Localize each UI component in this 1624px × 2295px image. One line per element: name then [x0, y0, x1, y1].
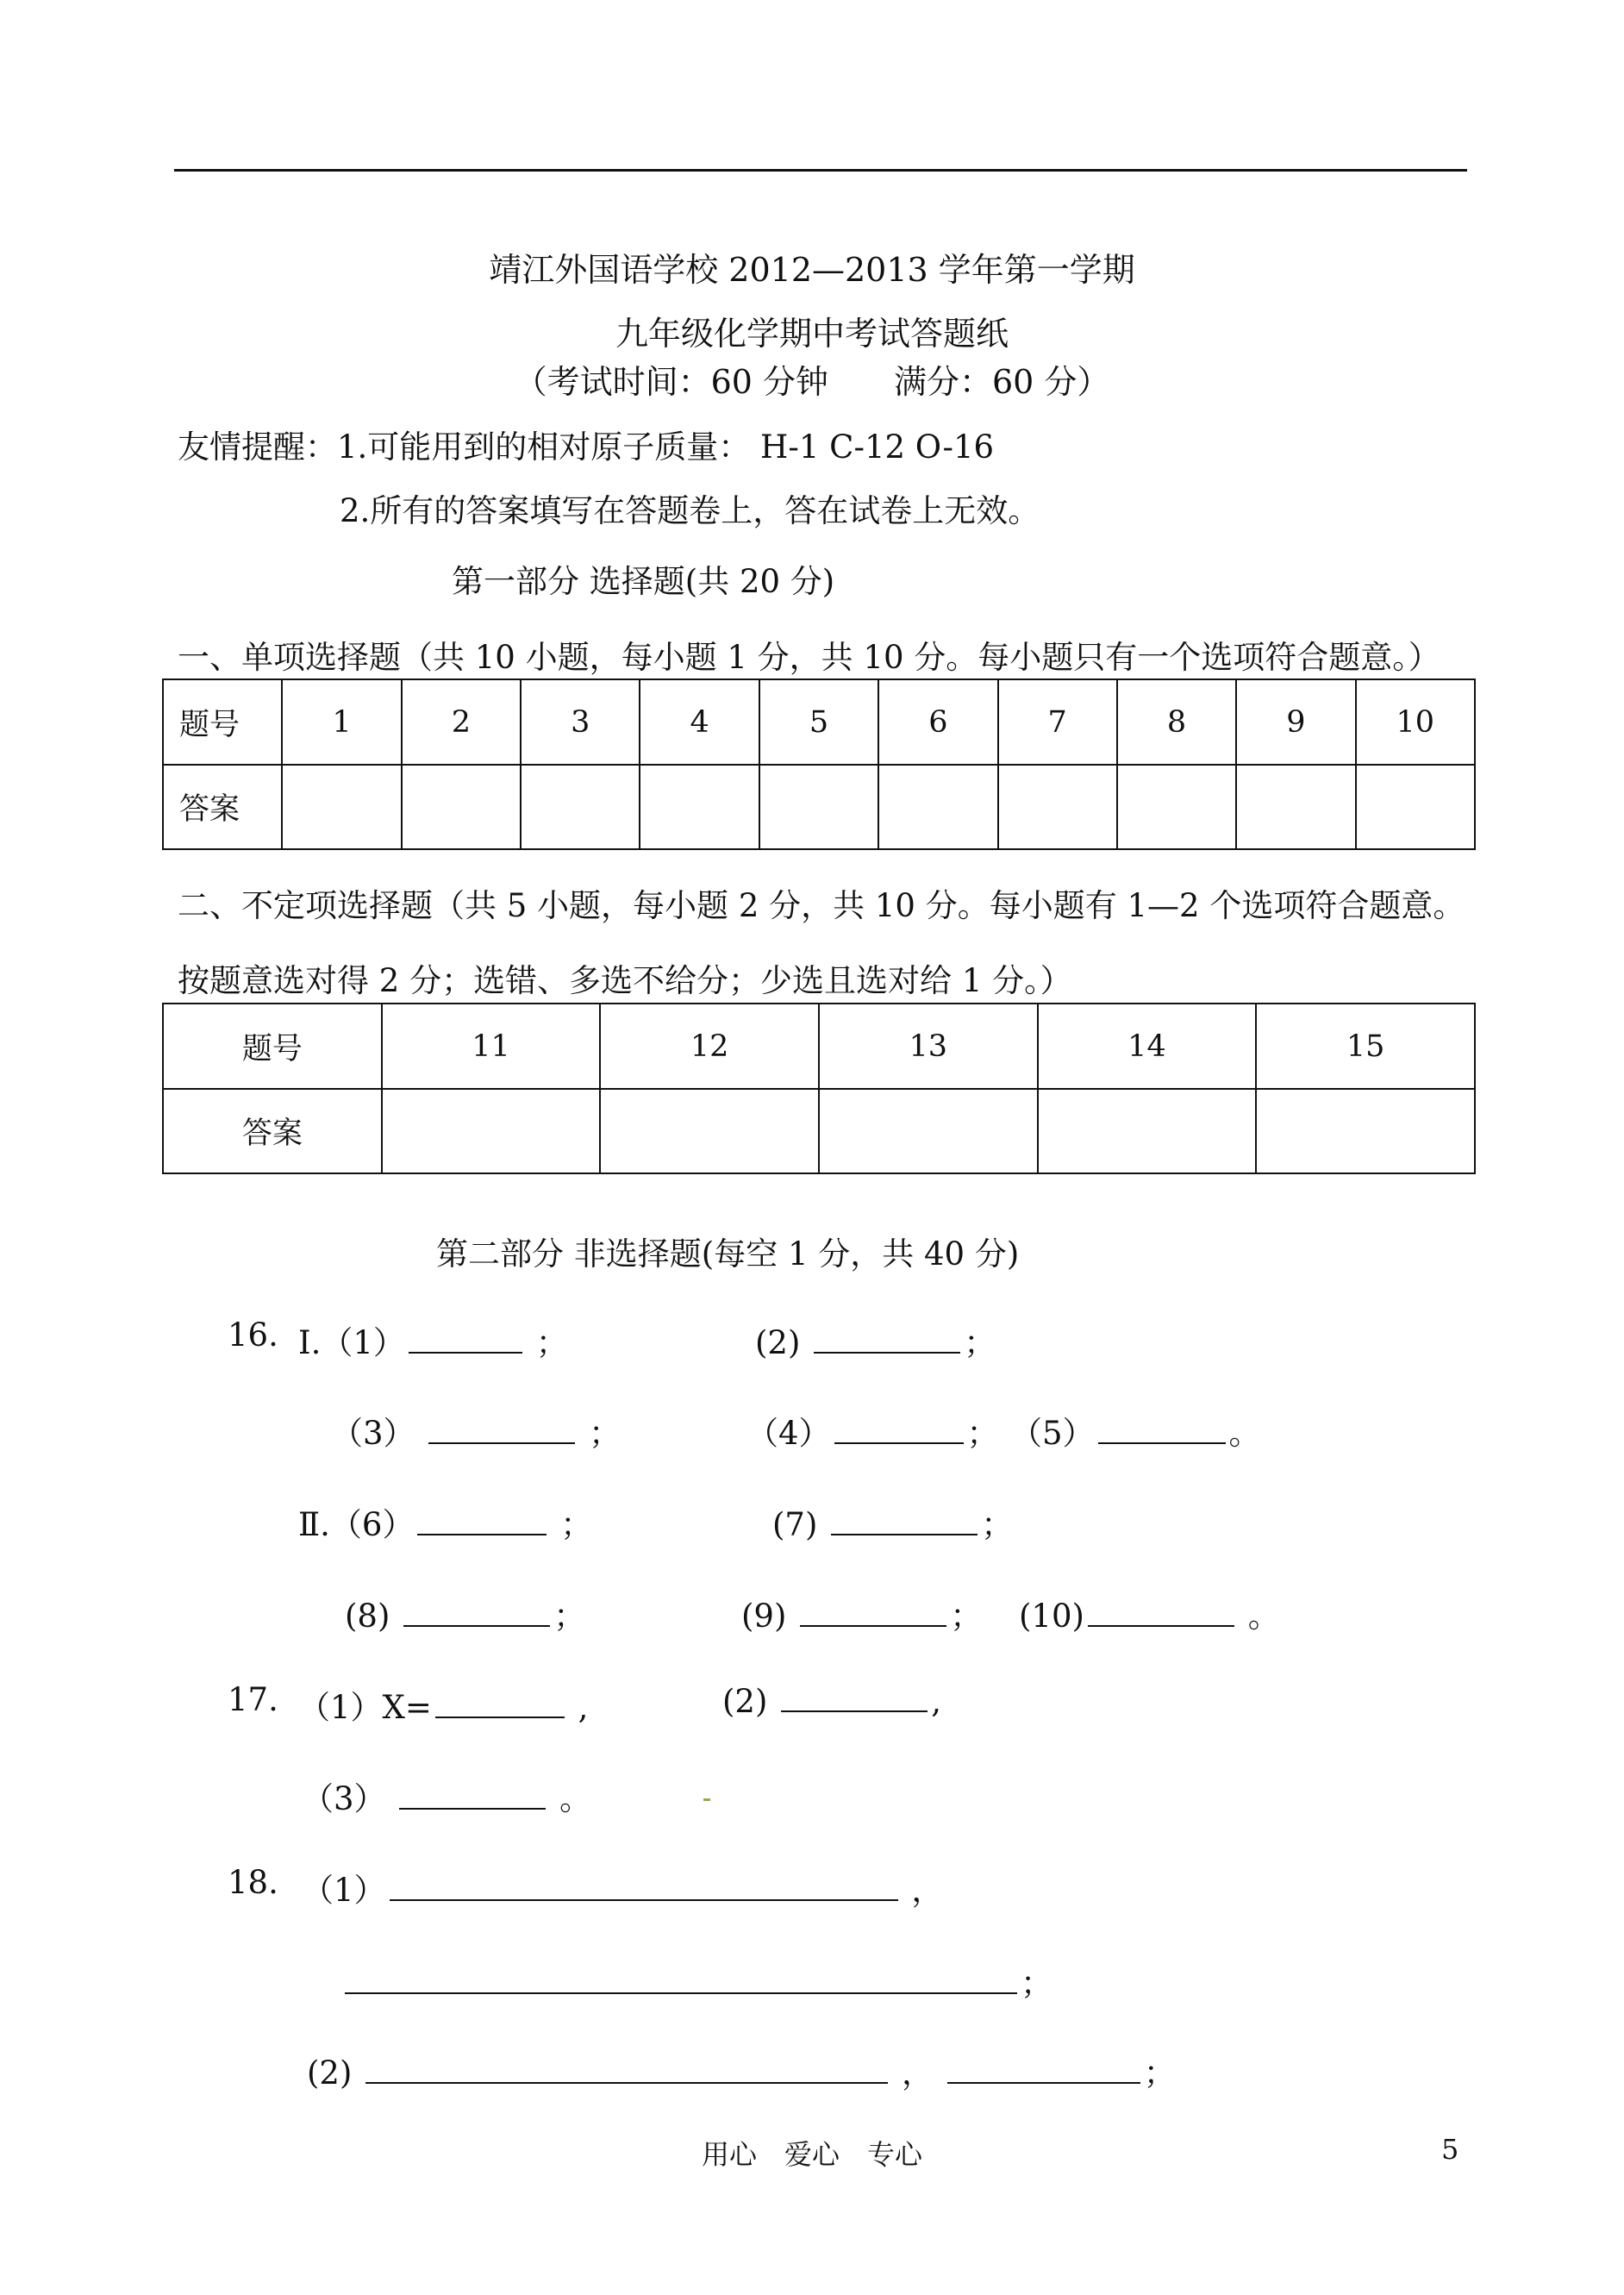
punct: 。 — [1228, 1415, 1261, 1452]
row-label-number: 题号 — [163, 1004, 382, 1089]
q18-blank-1-continued — [341, 1957, 1052, 2004]
table-row — [163, 679, 1475, 765]
blank-label: (2) — [722, 1683, 768, 1720]
part-label: Ⅰ. — [298, 1324, 322, 1361]
row-label-number: 题号 — [163, 679, 282, 765]
q16-part-II — [298, 1498, 592, 1545]
blank-label: （1） — [302, 1872, 386, 1909]
answer-cell[interactable] — [640, 765, 759, 849]
blank-label: (8) — [345, 1598, 390, 1635]
table-row — [163, 1004, 1475, 1089]
row-label-answer: 答案 — [163, 765, 282, 849]
q16-blank-3 — [331, 1407, 621, 1454]
punct: ； — [1143, 2054, 1176, 2092]
punct: ； — [964, 1324, 996, 1361]
answer-blank[interactable] — [435, 1687, 565, 1718]
answer-cell[interactable] — [819, 1089, 1038, 1173]
part1-title: 第一部分 选择题(共 20 分) — [452, 563, 835, 600]
blank-label: (9) — [741, 1598, 787, 1635]
header-rule — [174, 169, 1467, 172]
punct: ； — [1021, 1965, 1052, 2002]
blank-label: （1） — [321, 1324, 405, 1361]
punct: ， — [901, 2054, 934, 2092]
q16-blank-9 — [741, 1590, 982, 1636]
question-number: 3 — [521, 679, 640, 765]
table-row — [163, 1089, 1475, 1173]
punct: ； — [560, 1506, 593, 1543]
q16-blank-4 — [746, 1407, 999, 1454]
q16-blank-2 — [755, 1316, 996, 1363]
q16-blank-5 — [1010, 1407, 1261, 1454]
blank-label: （6） — [329, 1506, 415, 1543]
blank-label: （4） — [746, 1415, 831, 1452]
exam-info: （考试时间：60 分钟 满分：60 分） — [514, 363, 1110, 401]
blank-label: (2) — [307, 2054, 353, 2092]
punct: 。 — [1247, 1598, 1280, 1635]
answer-cell[interactable] — [1356, 765, 1475, 849]
answer-blank[interactable] — [1098, 1413, 1226, 1444]
question-number: 4 — [640, 679, 759, 765]
question-number: 8 — [1117, 679, 1236, 765]
section1-heading: 一、单项选择题（共 10 小题，每小题 1 分，共 10 分。每小题只有一个选项符合题意。） — [178, 639, 1440, 676]
question-number: 12 — [600, 1004, 819, 1089]
answer-cell[interactable] — [1256, 1089, 1475, 1173]
section2-heading-line-2: 按题意选对得 2 分；选错、多选不给分；少选且选对给 1 分。） — [178, 962, 1072, 999]
section2-heading-line-1: 二、不定项选择题（共 5 小题，每小题 2 分，共 10 分。每小题有 1—2 个选项符合题意。 — [178, 887, 1465, 924]
answer-blank[interactable] — [800, 1596, 946, 1627]
question-number: 7 — [998, 679, 1117, 765]
q17-blank-3 — [302, 1773, 591, 1819]
blank-label: （3） — [302, 1780, 386, 1817]
answer-blank[interactable] — [417, 1504, 547, 1535]
question-number: 9 — [1236, 679, 1355, 765]
answer-blank[interactable] — [947, 2053, 1140, 2084]
answer-cell[interactable] — [402, 765, 521, 849]
punct: 。 — [559, 1780, 592, 1817]
answer-blank[interactable] — [409, 1323, 522, 1354]
question-number: 2 — [402, 679, 521, 765]
answer-blank[interactable] — [1088, 1596, 1234, 1627]
q16-blank-7 — [772, 1498, 1013, 1545]
blank-label: (2) — [755, 1324, 801, 1361]
stray-mark — [703, 1798, 710, 1801]
q16-part-I — [298, 1316, 568, 1363]
answer-blank[interactable] — [831, 1504, 978, 1535]
row-label-answer: 答案 — [163, 1089, 382, 1173]
question-number: 6 — [878, 679, 997, 765]
punct: ； — [535, 1324, 568, 1361]
answer-blank[interactable] — [403, 1596, 550, 1627]
answer-cell[interactable] — [521, 765, 640, 849]
question-number: 14 — [1038, 1004, 1257, 1089]
q16-number: 16. — [228, 1316, 278, 1354]
punct: ； — [950, 1598, 983, 1635]
q17-blank-1 — [298, 1681, 588, 1728]
part-label: Ⅱ. — [298, 1506, 330, 1543]
answer-blank[interactable] — [428, 1413, 575, 1444]
blank-label: （5） — [1010, 1415, 1095, 1452]
blank-label: (10) — [1019, 1598, 1084, 1635]
answer-cell[interactable] — [1236, 765, 1355, 849]
multi-choice-answer-table — [162, 1003, 1476, 1174]
answer-cell[interactable] — [382, 1089, 601, 1173]
q18-blank-1 — [302, 1864, 943, 1910]
question-number: 1 — [282, 679, 401, 765]
answer-blank[interactable] — [834, 1413, 964, 1444]
part2-title: 第二部分 非选择题(每空 1 分，共 40 分) — [436, 1235, 1020, 1273]
answer-cell[interactable] — [878, 765, 997, 849]
question-number: 15 — [1256, 1004, 1475, 1089]
punct: ； — [589, 1415, 621, 1452]
answer-blank[interactable] — [345, 1963, 1017, 1994]
single-choice-answer-table — [162, 678, 1476, 850]
answer-blank[interactable] — [399, 1779, 546, 1810]
punct: ， — [911, 1872, 944, 1909]
school-line: 靖江外国语学校 2012—2013 学年第一学期 — [489, 251, 1135, 289]
punct: ； — [966, 1415, 999, 1452]
blank-label: （3） — [331, 1415, 415, 1452]
question-number: 11 — [382, 1004, 601, 1089]
question-number: 10 — [1356, 679, 1475, 765]
table-row — [163, 765, 1475, 849]
q18-blank-2 — [307, 2047, 1176, 2093]
answer-cell[interactable] — [1038, 1089, 1257, 1173]
q17-number: 17. — [228, 1681, 278, 1718]
reminder-line-2: 2.所有的答案填写在答题卷上，答在试卷上无效。 — [340, 492, 1040, 529]
page-number: 5 — [1441, 2133, 1459, 2166]
answer-cell[interactable] — [998, 765, 1117, 849]
answer-cell[interactable] — [759, 765, 878, 849]
blank-label: (7) — [772, 1506, 818, 1543]
answer-cell[interactable] — [600, 1089, 819, 1173]
reminder-line-1: 友情提醒：1.可能用到的相对原子质量： H-1 C-12 O-16 — [178, 428, 995, 466]
exam-title: 九年级化学期中考试答题纸 — [615, 315, 1009, 353]
answer-cell[interactable] — [1117, 765, 1236, 849]
q16-blank-10 — [1019, 1590, 1280, 1636]
blank-label: （1）X= — [298, 1689, 432, 1726]
answer-blank[interactable] — [814, 1323, 960, 1354]
footer-slogan: 用心 爱心 专心 — [701, 2138, 922, 2171]
punct: ； — [981, 1506, 1014, 1543]
punct: , — [931, 1683, 941, 1720]
answer-cell[interactable] — [282, 765, 401, 849]
answer-blank[interactable] — [390, 1870, 898, 1901]
q16-blank-8 — [345, 1590, 585, 1636]
question-number: 13 — [819, 1004, 1038, 1089]
answer-blank[interactable] — [781, 1681, 928, 1712]
q18-number: 18. — [228, 1864, 278, 1901]
punct: ； — [553, 1598, 586, 1635]
answer-blank[interactable] — [365, 2053, 888, 2084]
q17-blank-2 — [722, 1681, 941, 1720]
punct: , — [578, 1689, 589, 1726]
question-number: 5 — [759, 679, 878, 765]
